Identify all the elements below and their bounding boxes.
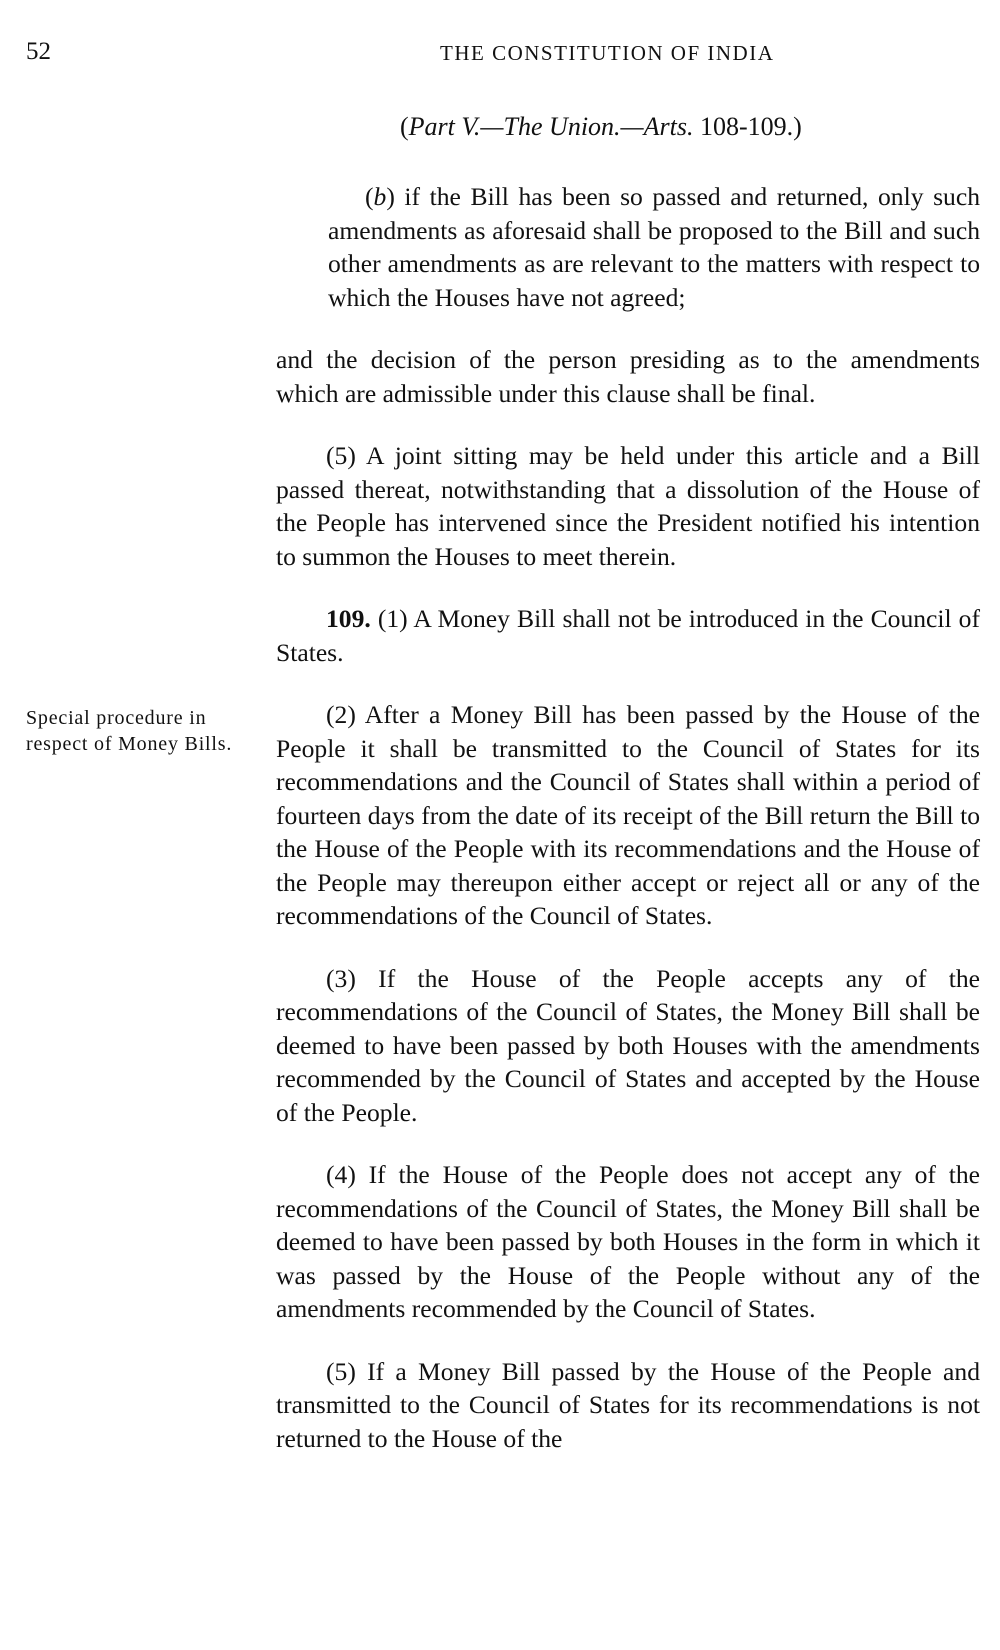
part-heading-italic: Part V.—The Union.—Arts. bbox=[408, 112, 694, 141]
art109-clause1-paragraph bbox=[276, 602, 980, 669]
page-number: 52 bbox=[26, 38, 51, 65]
marginal-note: Special procedure in respect of Money Bills. bbox=[26, 707, 233, 755]
art109-clause4-paragraph: (4) If the House of the People does not accept any of the recommendations of the Council of States, the Money Bill shall be deemed to have been passed by both Houses in the form in which it was passed by the House of the People without any of the amendments recommended by the Council of States. bbox=[276, 1160, 980, 1323]
running-title: THE CONSTITUTION OF INDIA bbox=[440, 41, 775, 65]
art109-clause2-paragraph: (2) After a Money Bill has been passed by the House of the People it shall be transmitted to the Council of States for its recommendations and the Council of States shall within a period of fourteen days from the date of its receipt of the Bill return the Bill to the House of the People with its recommendations and the House of the People may thereupon either accept or reject all or any of the recommendations of the Council of States. bbox=[276, 700, 980, 930]
part-heading-open: ( bbox=[400, 112, 409, 141]
part-heading-rest: 108-109.) bbox=[693, 112, 802, 141]
art109-clause5-paragraph: (5) If a Money Bill passed by the House of the People and transmitted to the Council of States for its recommendations is not returned to the House of the bbox=[276, 1356, 980, 1453]
document-body bbox=[276, 180, 980, 1484]
part-heading bbox=[400, 112, 802, 142]
art109-clause3-paragraph: (3) If the House of the People accepts any of the recommendations of the Council of States, the Money Bill shall be deemed to have been passed by both Houses with the amendments recommended by the Council of States and accepted by the House of the People. bbox=[276, 963, 980, 1127]
clause-b-paragraph bbox=[328, 180, 980, 314]
clause-b-open: ( bbox=[365, 182, 374, 211]
decision-paragraph: and the decision of the person presiding as to the amendments which are admissible under this clause shall be final. bbox=[276, 345, 980, 408]
art108-clause5-paragraph: (5) A joint sitting may be held under this article and a Bill passed thereat, notwithstanding that a dissolution of the House of the People has intervened since the President notified his intention to summon the Houses to meet therein. bbox=[276, 441, 980, 571]
clause-b-text: ) if the Bill has been so passed and returned, only such amendments as aforesaid shall be proposed to the Bill and such other amendments as are relevant to the matters with respect to which the Houses have not agreed; bbox=[328, 182, 980, 312]
clause-b-letter: b bbox=[373, 182, 387, 211]
art109-clause1-text: (1) A Money Bill shall not be introduced in the Council of States. bbox=[276, 604, 980, 667]
article-number: 109. bbox=[326, 604, 371, 633]
